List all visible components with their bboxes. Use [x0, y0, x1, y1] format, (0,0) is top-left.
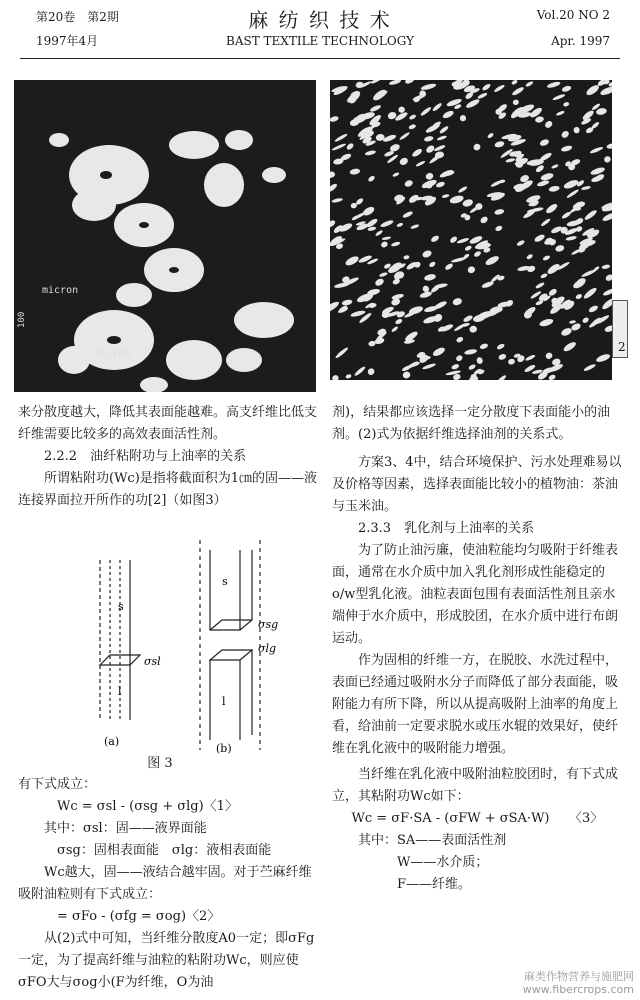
header-rule — [20, 58, 620, 59]
right-para-5: 当纤维在乳化液中吸附油粒胶团时，有下式成立，其粘附功Wc如下： — [332, 767, 619, 804]
journal-title-cn: 麻 纺 织 技 术 — [248, 8, 392, 32]
left-para-1: 来分散度越大，降低其表面能越难。高支纤维比低支纤维需要比较多的高效表面活性剂。 — [18, 405, 318, 442]
page-header — [0, 0, 640, 60]
fig-b-label-s: s — [222, 575, 228, 588]
fig-a-label-sigma-sl: σsl — [144, 655, 161, 668]
section-heading-2-3-3: 2.3.3 乳化剂与上油率的关系 — [358, 521, 535, 536]
watermark-line-2: www.fibercrops.com — [522, 983, 634, 996]
equation-2: = σFo - (σfg = σog)〈2〉 — [57, 909, 221, 924]
date-en: Apr. 1997 — [551, 34, 610, 48]
journal-title-en: BAST TEXTILE TECHNOLOGY — [226, 34, 414, 48]
left-column-bottom — [18, 774, 318, 994]
left-para-4: 其中：σsl：固——液界面能 — [44, 821, 207, 836]
fig-b-lower-top — [210, 650, 252, 660]
fig-a-label-l: l — [118, 685, 122, 698]
legend-line-2: W——水介质； — [397, 855, 489, 870]
section-heading-2-2-2: 2.2.2 油纤粘附功与上油率的关系 — [44, 449, 247, 464]
left-column-top — [18, 402, 318, 512]
fig-b-upper-block — [210, 550, 240, 630]
fig-b-label-sigma-sg: σsg — [258, 618, 279, 631]
micrograph-left — [14, 80, 316, 392]
micron-label-bottom: micron — [94, 348, 131, 359]
scale-label: 100 — [17, 311, 27, 328]
fig-a-caption: (a) — [104, 735, 120, 748]
fig-b-label-l: l — [222, 695, 226, 708]
volume-issue-cn: 第20卷 第2期 — [36, 10, 119, 24]
fig-a-label-s: s — [118, 600, 124, 613]
watermark — [523, 970, 634, 996]
date-cn: 1997年4月 — [36, 34, 99, 48]
right-para-1: 剂)，结果都应该选择一定分散度下表面能小的油剂。(2)式为依据纤维选择油剂的关系式。 — [332, 405, 611, 442]
right-para-3: 为了防止油污廉，使油粒能均匀吸附于纤维表面，通常在水介质中加入乳化剂形成性能稳定的o/w型乳化液。油粒表面包围有表面活性剂且亲水端伸于水介质中，形成胶团，在水介质中进行布朗运动。 — [332, 543, 619, 646]
right-para-4: 作为固相的纤维一方，在脱胶、水洗过程中，表面已经通过吸附水分子而降低了部分表面能，吸附能力有所下降，所以从提高吸附上油率的角度上看，给油前一定要求脱水或压水辊的效果好，使纤维在乳化液中的吸附能力增强。 — [332, 653, 619, 756]
left-para-7: 从(2)式中可知，当纤维分散度A0一定；即σFg一定，为了提高纤维与油粒的粘附功Wc，则应使σFO大与σog小(F为纤维，O为油 — [18, 931, 315, 990]
micrograph-right — [330, 80, 612, 380]
watermark-line-1: 麻类作物营养与施肥网 — [524, 970, 634, 983]
micrograph-left-image — [14, 80, 316, 392]
fig-b-label-sigma-lg: σlg — [258, 642, 277, 655]
legend-line-1: 其中：SA——表面活性剂 — [358, 833, 507, 848]
figure-3 — [60, 540, 290, 755]
right-para-2: 方案3、4中，结合环境保护、污水处理难易以及价格等因素，选择表面能比较小的植物油：茶油与玉米油。 — [332, 455, 622, 514]
left-para-5: σsg：固相表面能 σlg：液相表面能 — [57, 843, 272, 858]
side-marker-label: 2 — [618, 340, 626, 354]
equation-1: Wc = σsl - (σsg + σlg)〈1〉 — [57, 799, 238, 814]
right-column — [332, 402, 628, 896]
left-para-6: Wc越大，固——液结合越牢固。对于苎麻纤维吸附油粒则有下式成立： — [18, 865, 312, 902]
micrograph-right-image — [330, 80, 612, 380]
legend-line-3: F——纤维。 — [397, 877, 472, 892]
fig-b-caption: (b) — [216, 742, 232, 755]
fig-b-lower-block — [210, 650, 252, 740]
left-para-3: 有下式成立： — [18, 777, 97, 792]
left-para-2: 所谓粘附功(Wc)是指将截面积为1㎝的固——液连接界面拉开所作的功[2]（如图3） — [18, 471, 318, 508]
micron-label-top: micron — [42, 285, 79, 296]
volume-issue-en: Vol.20 NO 2 — [536, 8, 610, 22]
equation-3: Wc = σF·SA - (σFW + σSA·W) 〈3〉 — [351, 811, 604, 826]
figure-3-caption: 图 3 — [147, 756, 173, 771]
